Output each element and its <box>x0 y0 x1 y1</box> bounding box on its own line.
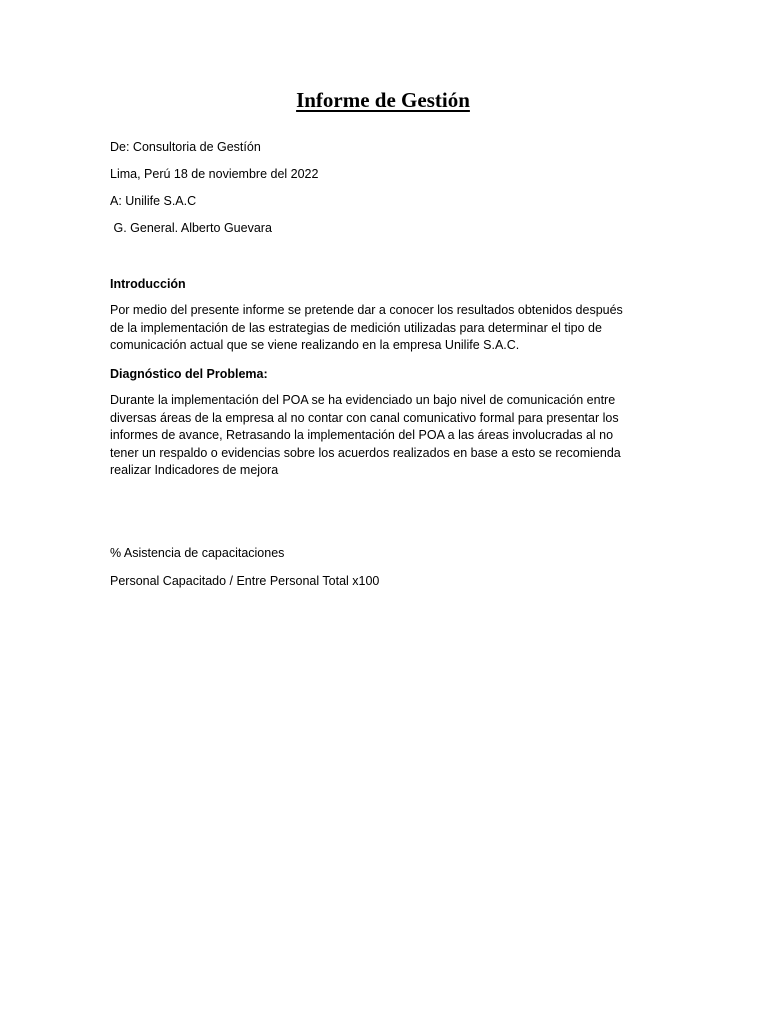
document-title: Informe de Gestión <box>296 88 470 112</box>
diagnosis-heading: Diagnóstico del Problema: <box>110 367 268 381</box>
introduction-line: comunicación actual que se viene realizando en la empresa Unilife S.A.C. <box>110 338 520 353</box>
diagnosis-line: informes de avance, Retrasando la implementación del POA a las áreas involucradas al no <box>110 428 614 443</box>
to-line: A: Unilife S.A.C <box>110 194 197 208</box>
recipient-line: G. General. Alberto Guevara <box>110 221 272 235</box>
diagnosis-line: diversas áreas de la empresa al no contar con canal comunicativo formal para presentar los <box>110 410 619 425</box>
introduction-paragraph <box>110 302 630 355</box>
introduction-line: Por medio del presente informe se pretende dar a conocer los resultados obtenidos después <box>110 303 623 317</box>
indicator-name: % Asistencia de capacitaciones <box>110 546 285 560</box>
introduction-line: de la implementación de las estrategias de medición utilizadas para determinar el tipo de <box>110 320 602 335</box>
diagnosis-line: tener un respaldo o evidencias sobre los acuerdos realizados en base a esto se recomienda <box>110 445 621 460</box>
place-date-line: Lima, Perú 18 de noviembre del 2022 <box>110 167 319 181</box>
introduction-heading: Introducción <box>110 277 186 291</box>
diagnosis-line: Durante la implementación del POA se ha evidenciado un bajo nivel de comunicación entre <box>110 393 616 407</box>
from-line: De: Consultoria de Gestíón <box>110 140 261 154</box>
indicator-formula: Personal Capacitado / Entre Personal Total x100 <box>110 574 380 588</box>
diagnosis-paragraph <box>110 392 630 480</box>
diagnosis-line: realizar Indicadores de mejora <box>110 463 279 478</box>
